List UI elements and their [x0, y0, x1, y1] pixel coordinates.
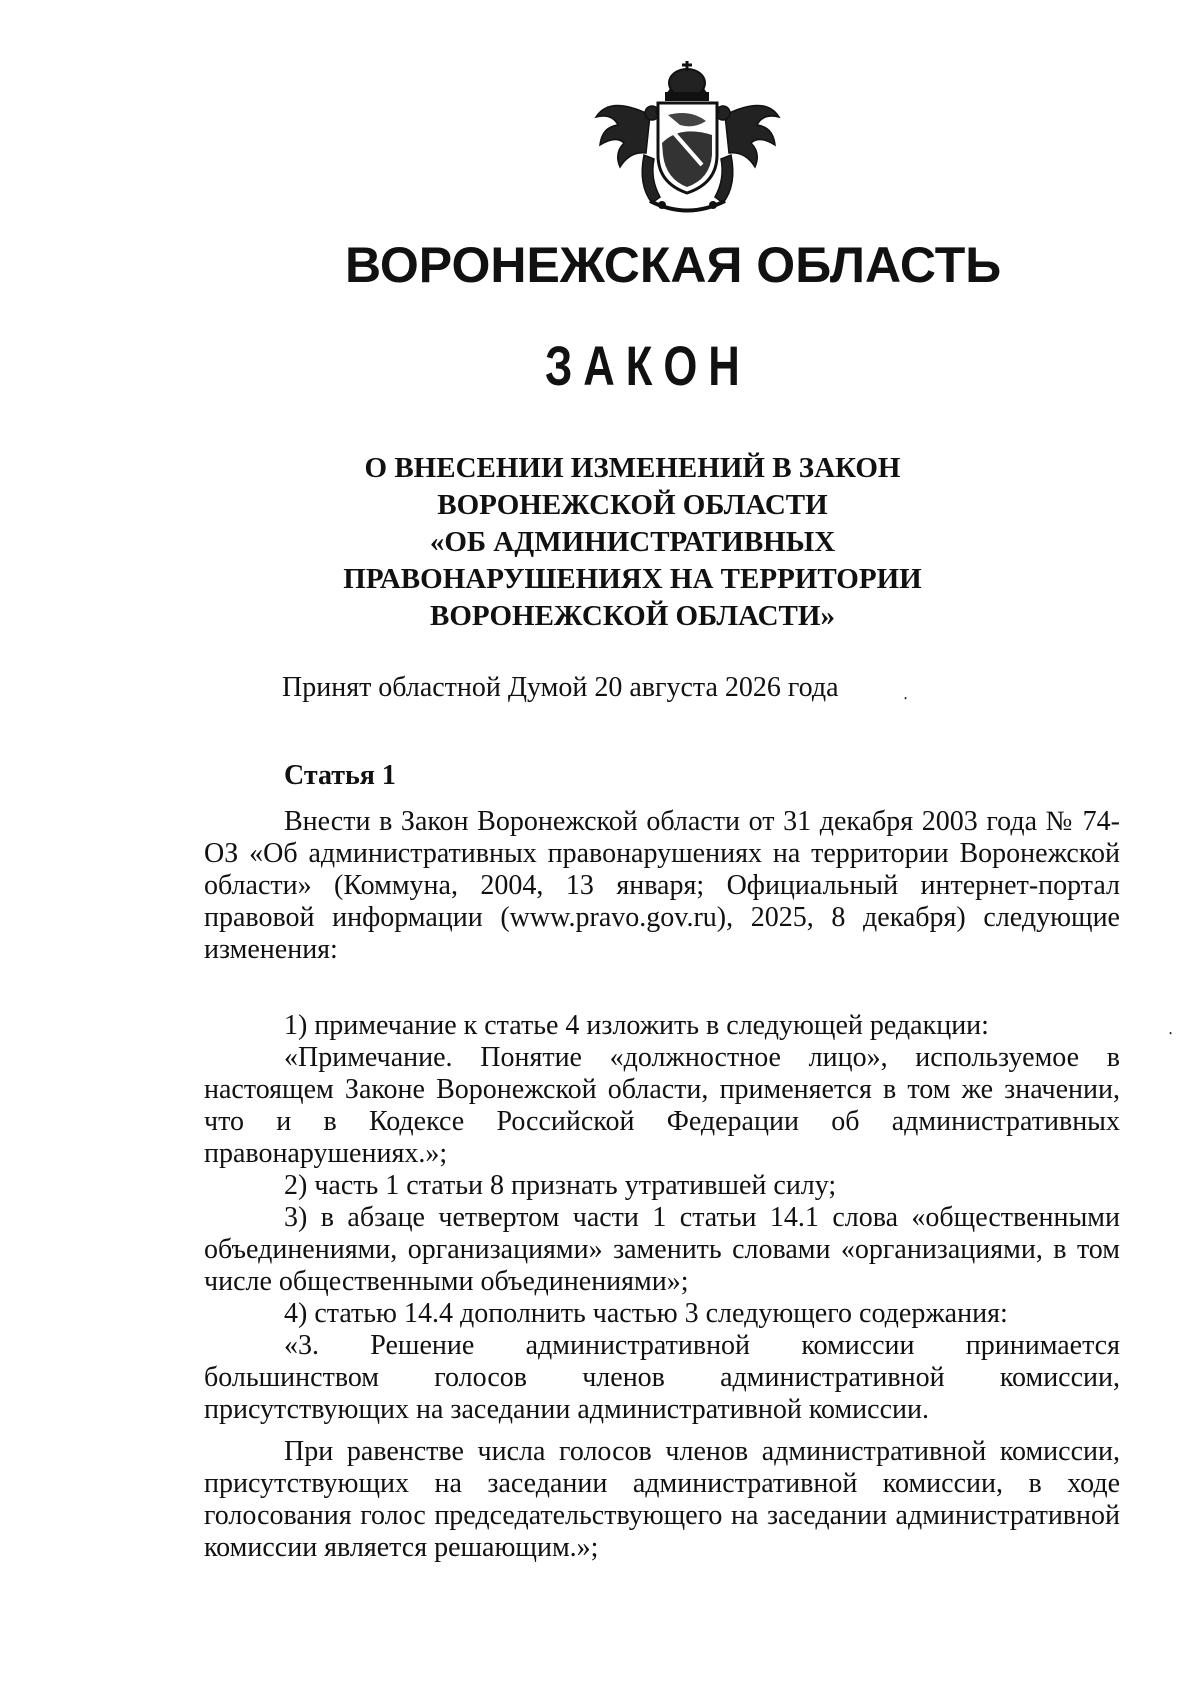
law-title-line: «ОБ АДМИНИСТРАТИВНЫХ — [429, 526, 836, 558]
article-item: 1) примечание к статье 4 изложить в следующей редакции: — [284, 1010, 989, 1041]
article-item: 2) часть 1 статьи 8 признать утратившей силу; — [284, 1170, 837, 1201]
article-item: При равенстве числа голосов членов административной комиссии, присутствующих на заседании административной комиссии, в ходе голосования голос председательствующего на заседании административной комиссии является решающим.»; — [204, 1436, 1120, 1563]
law-title-line: ВОРОНЕЖСКОЙ ОБЛАСТИ» — [430, 600, 835, 632]
document-type-title: ЗАКОН — [545, 334, 751, 397]
law-title-line: ВОРОНЕЖСКОЙ ОБЛАСТИ — [437, 489, 828, 521]
coat-of-arms-icon — [590, 55, 785, 213]
scan-speck: ‧ — [903, 691, 909, 708]
law-title-line: О ВНЕСЕНИИ ИЗМЕНЕНИЙ В ЗАКОН — [364, 452, 901, 484]
adoption-date: Принят областной Думой 20 августа 2026 года — [282, 672, 839, 703]
law-title — [330, 450, 935, 635]
article-intro: Внести в Закон Воронежской области от 31 декабря 2003 года № 74-ОЗ «Об административных правонарушениях на территории Воронежской области» (Коммуна, 2004, 13 января; Официальный интернет-портал правовой информации (www.pravo.gov.ru), 2025, 8 декабря) следующие изменения: — [204, 806, 1120, 965]
law-title-line: ПРАВОНАРУШЕНИЯХ НА ТЕРРИТОРИИ — [343, 563, 922, 595]
article-heading: Статья 1 — [284, 760, 396, 791]
article-item: 3) в абзаце четвертом части 1 статьи 14.1 слова «общественными объединениями, организациями» заменить словами «организациями, в том числе общественными объединениями»; — [204, 1202, 1120, 1297]
article-item: «Примечание. Понятие «должностное лицо», используемое в настоящем Законе Воронежской области, применяется в том же значении, что и в Кодексе Российской Федерации об административных правонарушениях.»; — [204, 1042, 1120, 1169]
article-item: 4) статью 14.4 дополнить частью 3 следующего содержания: — [284, 1298, 1008, 1329]
article-item: «3. Решение административной комиссии принимается большинством голосов членов административной комиссии, присутствующих на заседании административной комиссии. — [204, 1330, 1120, 1425]
region-title: ВОРОНЕЖСКАЯ ОБЛАСТЬ — [345, 237, 1002, 293]
scan-speck: ‧ — [1168, 1026, 1174, 1043]
article-body — [204, 760, 1120, 1564]
